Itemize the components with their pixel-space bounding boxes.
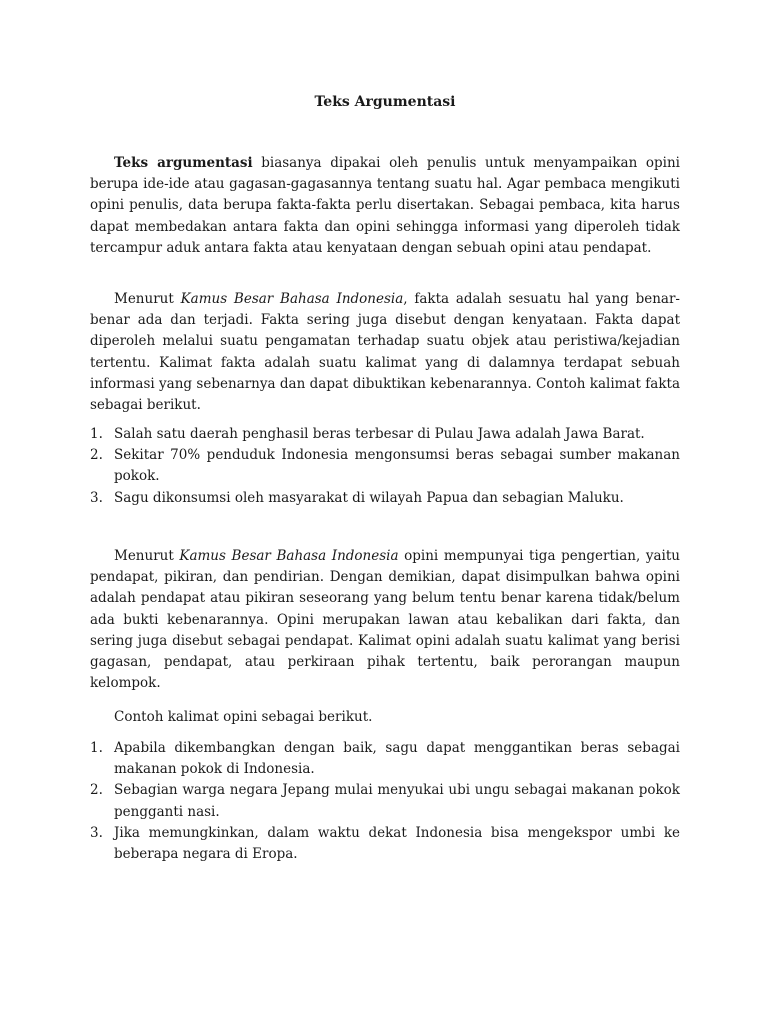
list-item bbox=[90, 823, 680, 865]
paragraph-intro bbox=[90, 153, 680, 259]
fakta-example-list bbox=[90, 424, 680, 509]
list-item-text: Apabila dikembangkan dengan baik, sagu dapat menggantikan beras sebagai makanan pokok di Indonesia. bbox=[114, 740, 680, 778]
list-number: 1. bbox=[90, 740, 103, 756]
list-number: 1. bbox=[90, 426, 103, 442]
paragraph-fakta bbox=[90, 289, 680, 416]
opini-example-list bbox=[90, 738, 680, 865]
list-item-text: Sagu dikonsumsi oleh masyarakat di wilayah Papua dan sebagian Maluku. bbox=[114, 489, 624, 506]
italic-reference: Kamus Besar Bahasa Indonesia bbox=[180, 291, 404, 307]
list-item bbox=[90, 424, 680, 445]
paragraph-opini-intro: Contoh kalimat opini sebagai berikut. bbox=[114, 709, 373, 725]
list-number: 3. bbox=[90, 824, 103, 841]
list-item-text: Salah satu daerah penghasil beras terbesar di Pulau Jawa adalah Jawa Barat. bbox=[114, 426, 645, 442]
list-number: 3. bbox=[90, 489, 103, 506]
paragraph-text: opini mempunyai tiga pengertian, yaitu pendapat, pikiran, dan pendirian. Dengan demikian, dapat disimpulkan bahwa opini adalah pendapat atau pikiran seseorang yang belum tentu benar karena tidak/belum ada bukti kebenarannya. Opini merupakan lawan atau kebalikan dari fakta, dan sering juga disebut sebagai pendapat. Kalimat opini adalah suatu kalimat yang berisi gagasan, pendapat, atau perkiraan pihak tertentu, baik perorangan maupun kelompok. bbox=[90, 548, 680, 692]
paragraph-text: , fakta adalah sesuatu hal yang benar-benar ada dan terjadi. Fakta sering juga disebut dengan kenyataan. Fakta dapat diperoleh melalui suatu pengamatan terhadap suatu objek atau peristiwa/kejadian tertentu. Kalimat fakta adalah suatu kalimat yang di dalamnya terdapat sebuah informasi yang sebenarnya dan dapat dibuktikan kebenarannya. Contoh kalimat fakta sebagai berikut. bbox=[90, 291, 680, 414]
list-item-text: Jika memungkinkan, dalam waktu dekat Indonesia bisa mengekspor umbi ke beberapa negara di Eropa. bbox=[114, 824, 680, 863]
list-number: 2. bbox=[90, 447, 103, 464]
paragraph-text: Menurut bbox=[114, 548, 180, 564]
document-title: Teks Argumentasi bbox=[314, 94, 456, 110]
list-item bbox=[90, 488, 680, 509]
paragraph-text: biasanya dipakai oleh penulis untuk menyampaikan opini berupa ide-ide atau gagasan-gagasannya tentang suatu hal. Agar pembaca mengikuti opini penulis, data berupa fakta-fakta perlu disertakan. Sebagai pembaca, kita harus dapat membedakan antara fakta dan opini sehingga informasi yang diperoleh tidak tercampur aduk antara fakta atau kenyataan dengan sebuah opini atau pendapat. bbox=[90, 155, 680, 256]
bold-term: Teks argumentasi bbox=[114, 155, 253, 171]
list-item-text: Sekitar 70% penduduk Indonesia mengonsumsi beras sebagai sumber makanan pokok. bbox=[114, 447, 680, 485]
list-item bbox=[90, 780, 680, 822]
paragraph-text: Menurut bbox=[114, 291, 181, 307]
list-item-text: Sebagian warga negara Jepang mulai menyukai ubi ungu sebagai makanan pokok pengganti nasi. bbox=[114, 782, 680, 820]
list-item bbox=[90, 738, 680, 780]
document-page bbox=[90, 0, 680, 1024]
list-item bbox=[90, 445, 680, 487]
paragraph-opini bbox=[90, 546, 680, 694]
italic-reference: Kamus Besar Bahasa Indonesia bbox=[179, 548, 399, 564]
list-number: 2. bbox=[90, 782, 103, 799]
